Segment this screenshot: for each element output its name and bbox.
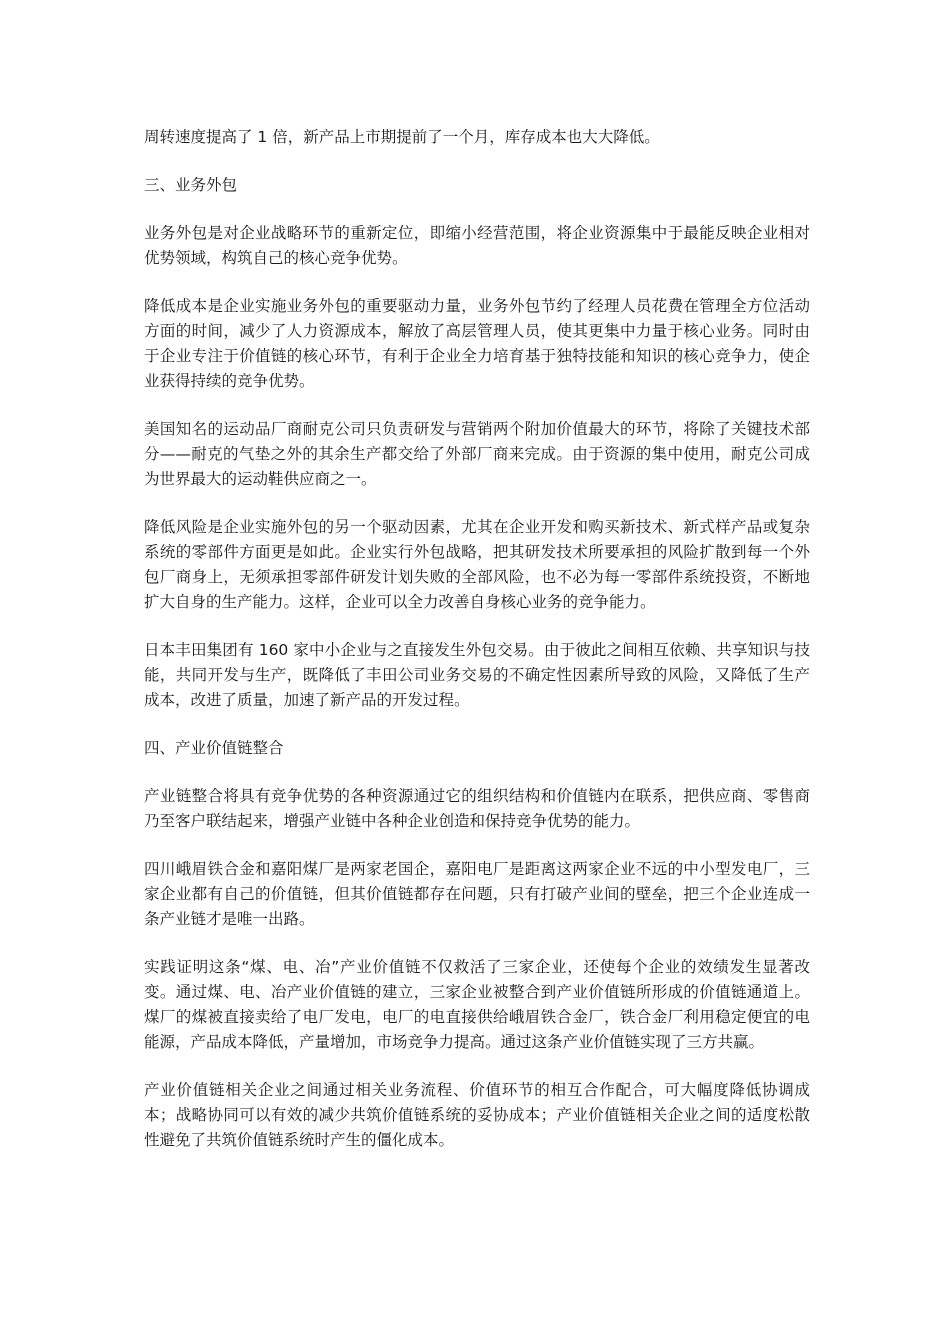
section-heading: 三、业务外包 bbox=[144, 176, 238, 194]
paragraph: 日本丰田集团有 160 家中小企业与之直接发生外包交易。由于彼此之间相互依赖、共享知识与技能，共同开发与生产，既降低了丰田公司业务交易的不确定性因素所导致的风险，又降低了生产成本，改进了质量，加速了新产品的开发过程。 bbox=[144, 641, 810, 709]
paragraph: 实践证明这条“煤、电、冶”产业价值链不仅救活了三家企业，还使每个企业的效绩发生显著改变。通过煤、电、冶产业价值链的建立，三家企业被整合到产业价值链所形成的价值链通道上。煤厂的煤被直接卖给了电厂发电，电厂的电直接供给峨眉铁合金厂，铁合金厂利用稳定便宜的电能源，产品成本降低，产量增加，市场竞争力提高。通过这条产业价值链实现了三方共赢。 bbox=[144, 958, 810, 1051]
paragraph: 产业链整合将具有竞争优势的各种资源通过它的组织结构和价值链内在联系，把供应商、零售商乃至客户联结起来，增强产业链中各种企业创造和保持竞争优势的能力。 bbox=[144, 787, 810, 830]
document-body bbox=[144, 125, 810, 1176]
paragraph: 降低风险是企业实施外包的另一个驱动因素，尤其在企业开发和购买新技术、新式样产品或复杂系统的零部件方面更是如此。企业实行外包战略，把其研发技术所要承担的风险扩散到每一个外包厂商身上，无须承担零部件研发计划失败的全部风险，也不必为每一零部件系统投资，不断地扩大自身的生产能力。这样，企业可以全力改善自身核心业务的竞争能力。 bbox=[144, 518, 810, 611]
paragraph: 降低成本是企业实施业务外包的重要驱动力量，业务外包节约了经理人员花费在管理全方位活动方面的时间，减少了人力资源成本，解放了高层管理人员，使其更集中力量于核心业务。同时由于企业专注于价值链的核心环节，有利于企业全力培育基于独特技能和知识的核心竞争力，使企业获得持续的竞争优势。 bbox=[144, 297, 810, 390]
paragraph: 业务外包是对企业战略环节的重新定位，即缩小经营范围，将企业资源集中于最能反映企业相对优势领域，构筑自己的核心竞争优势。 bbox=[144, 224, 810, 267]
paragraph: 美国知名的运动品厂商耐克公司只负责研发与营销两个附加价值最大的环节，将除了关键技术部分——耐克的气垫之外的其余生产都交给了外部厂商来完成。由于资源的集中使用，耐克公司成为世界最大的运动鞋供应商之一。 bbox=[144, 420, 810, 488]
paragraph: 产业价值链相关企业之间通过相关业务流程、价值环节的相互合作配合，可大幅度降低协调成本；战略协同可以有效的减少共筑价值链系统的妥协成本；产业价值链相关企业之间的适度松散性避免了共筑价值链系统时产生的僵化成本。 bbox=[144, 1081, 810, 1149]
paragraph: 四川峨眉铁合金和嘉阳煤厂是两家老国企，嘉阳电厂是距离这两家企业不远的中小型发电厂，三家企业都有自己的价值链，但其价值链都存在问题，只有打破产业间的壁垒，把三个企业连成一条产业链才是唯一出路。 bbox=[144, 860, 810, 928]
section-heading: 四、产业价值链整合 bbox=[144, 739, 284, 757]
paragraph: 周转速度提高了 1 倍，新产品上市期提前了一个月，库存成本也大大降低。 bbox=[144, 128, 660, 146]
